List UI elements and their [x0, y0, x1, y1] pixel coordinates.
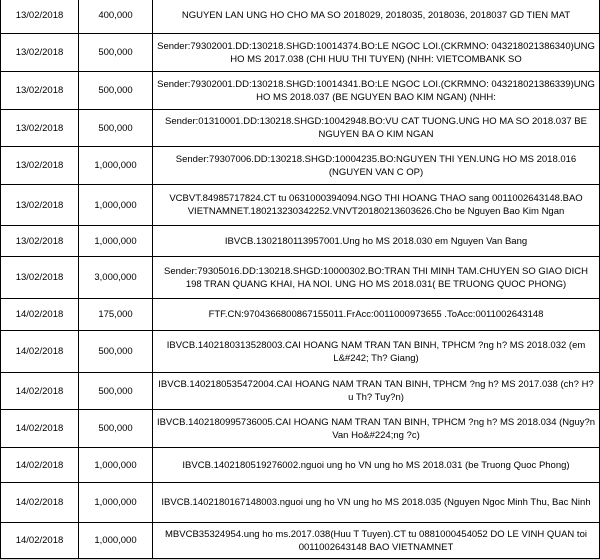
- amount-cell: 500,000: [79, 410, 153, 448]
- amount-cell: 500,000: [79, 373, 153, 410]
- table-row: [1, 483, 600, 523]
- amount-cell: 400,000: [79, 0, 153, 34]
- description-cell: VCBVT.84985717824.CT tu 0631000394094.NGO THI HOANG THAO sang 0011002643148.BAO VIETNAMNET.180213230342252.VNVT20180213603626.Cho be Nguyen Bao Kim Ngan: [153, 185, 600, 226]
- table-row: [1, 72, 600, 110]
- description-cell: IBVCB.1402180167148003.nguoi ung ho VN ung ho MS 2018.035 (Nguyen Ngoc Minh Thu, Bac Ninh: [153, 483, 600, 523]
- date-cell: 14/02/2018: [1, 448, 79, 483]
- amount-cell: 500,000: [79, 34, 153, 72]
- amount-cell: 1,000,000: [79, 147, 153, 185]
- description-cell: IBVCB.1302180113957001.Ung ho MS 2018.030 em Nguyen Van Bang: [153, 226, 600, 257]
- amount-cell: 500,000: [79, 110, 153, 147]
- amount-cell: 500,000: [79, 331, 153, 373]
- table-row: [1, 299, 600, 331]
- table-row: [1, 185, 600, 226]
- date-cell: 13/02/2018: [1, 34, 79, 72]
- date-cell: 14/02/2018: [1, 331, 79, 373]
- table-row: [1, 226, 600, 257]
- date-cell: 13/02/2018: [1, 147, 79, 185]
- amount-cell: 175,000: [79, 299, 153, 331]
- date-cell: 14/02/2018: [1, 410, 79, 448]
- table-row: [1, 110, 600, 147]
- amount-cell: 1,000,000: [79, 448, 153, 483]
- date-cell: 13/02/2018: [1, 72, 79, 110]
- date-cell: 14/02/2018: [1, 373, 79, 410]
- table-row: [1, 373, 600, 410]
- amount-cell: 1,000,000: [79, 226, 153, 257]
- description-cell: IBVCB.1402180535472004.CAI HOANG NAM TRAN TAN BINH, TPHCM ?ng h? MS 2017.038 (ch? H?u Th? Tuy?n): [153, 373, 600, 410]
- table-row: [1, 147, 600, 185]
- amount-cell: 1,000,000: [79, 523, 153, 559]
- date-cell: 13/02/2018: [1, 110, 79, 147]
- date-cell: 14/02/2018: [1, 483, 79, 523]
- date-cell: 13/02/2018: [1, 257, 79, 299]
- ledger-body: [1, 0, 600, 559]
- description-cell: NGUYEN LAN UNG HO CHO MA SO 2018029, 2018035, 2018036, 2018037 GD TIEN MAT: [153, 0, 600, 34]
- table-row: [1, 331, 600, 373]
- table-row: [1, 410, 600, 448]
- amount-cell: 3,000,000: [79, 257, 153, 299]
- table-row: [1, 34, 600, 72]
- description-cell: Sender:79305016.DD:130218.SHGD:10000302.BO:TRAN THI MINH TAM.CHUYEN SO GIAO DICH 198 TRAN QUANG KHAI, HA NOI. UNG HO MS 2018.031( BE TRUONG QUOC PHONG): [153, 257, 600, 299]
- description-cell: Sender:79307006.DD:130218.SHGD:10004235.BO:NGUYEN THI YEN.UNG HO MS 2018.016 (NGUYEN VAN C OP): [153, 147, 600, 185]
- description-cell: FTF.CN:9704366800867155011.FrAcc:0011000973655 .ToAcc:0011002643148: [153, 299, 600, 331]
- date-cell: 13/02/2018: [1, 226, 79, 257]
- date-cell: 13/02/2018: [1, 185, 79, 226]
- description-cell: Sender:79302001.DD:130218.SHGD:10014341.BO:LE NGOC LOI.(CKRMNO: 043218021386339)UNG HO MS 2018.037 (BE NGUYEN BAO KIM NGAN) (NHH:: [153, 72, 600, 110]
- description-cell: IBVCB.1402180995736005.CAI HOANG NAM TRAN TAN BINH, TPHCM ?ng h? MS 2018.034 (Nguy?n Van Ho&#224;ng ?c): [153, 410, 600, 448]
- table-row: [1, 448, 600, 483]
- amount-cell: 1,000,000: [79, 185, 153, 226]
- description-cell: Sender:01310001.DD:130218.SHGD:10042948.BO:VU CAT TUONG.UNG HO MA SO 2018.037 BE NGUYEN BA O KIM NGAN: [153, 110, 600, 147]
- description-cell: IBVCB.1402180313528003.CAI HOANG NAM TRAN TAN BINH, TPHCM ?ng h? MS 2018.032 (em L&#242; Th? Giang): [153, 331, 600, 373]
- table-row: [1, 523, 600, 559]
- description-cell: IBVCB.1402180519276002.nguoi ung ho VN ung ho MS 2018.031 (be Truong Quoc Phong): [153, 448, 600, 483]
- amount-cell: 500,000: [79, 72, 153, 110]
- description-cell: MBVCB35324954.ung ho ms.2017.038(Huu T Tuyen).CT tu 0881000454052 DO LE VINH QUAN toi 0011002643148 BAO VIETNAMNET: [153, 523, 600, 559]
- table-row: [1, 0, 600, 34]
- date-cell: 14/02/2018: [1, 523, 79, 559]
- description-cell: Sender:79302001.DD:130218.SHGD:10014374.BO:LE NGOC LOI.(CKRMNO: 043218021386340)UNG HO MS 2017.038 (CHI HUU THI TUYEN) (NHH: VIETCOMBANK SO: [153, 34, 600, 72]
- table-row: [1, 257, 600, 299]
- date-cell: 13/02/2018: [1, 0, 79, 34]
- amount-cell: 1,000,000: [79, 483, 153, 523]
- date-cell: 14/02/2018: [1, 299, 79, 331]
